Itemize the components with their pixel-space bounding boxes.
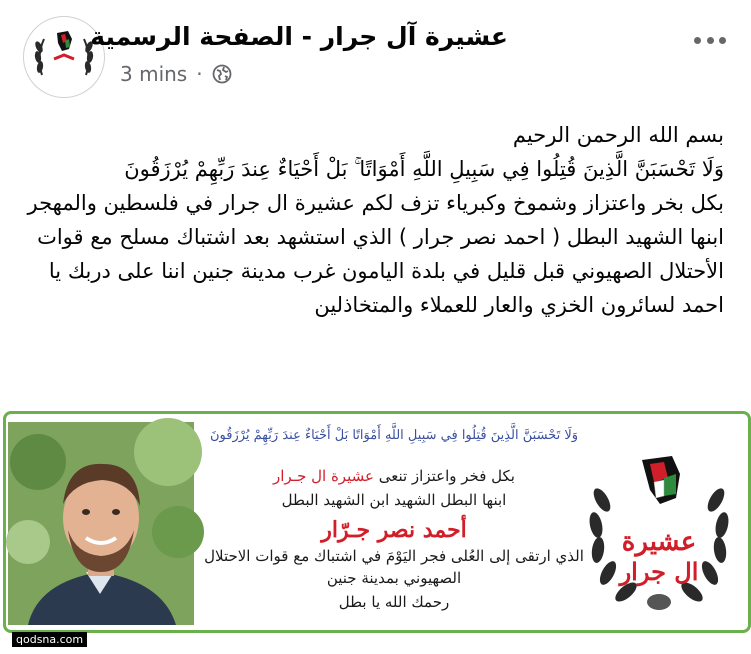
card-text: [202, 414, 586, 611]
portrait-image: [8, 422, 194, 625]
quran-verse: وَلَا تَحْسَبَنَّ الَّذِينَ قُتِلُوا فِي سَبِيلِ اللَّهِ أَمْوَاتًا ۚ بَلْ أَحْيَاءٌ عِندَ رَبِّهِمْ يُرْزَقُونَ: [124, 157, 724, 181]
page-title[interactable]: عشيرة آل جرار - الصفحة الرسمية: [90, 22, 508, 51]
laurel-wreath-icon: [584, 440, 734, 620]
more-options-button[interactable]: [694, 34, 726, 46]
card-line-2: ابنها البطل الشهيد ابن الشهيد البطل: [281, 491, 507, 509]
card-line-1: بكل فخر واعتزاز تنعى عشيرة ال جـرار: [272, 467, 515, 485]
logo-text-1: عشيرة: [621, 527, 697, 557]
card-line-4: الذي ارتقى إلى العُلى فجر اليَوْمَ في اشتباك مع قوات الاحتلال: [204, 547, 584, 565]
martyr-photo: [8, 422, 194, 625]
post-body: بكل بخر واعتزاز وشموخ وكبرياء تزف لكم عشيرة ال جرار في فلسطين والمهجر ابنها الشهيد البطل ( احمد نصر جرار ) الذي استشهد بعد اشتباك مسلح مع قوات الأحتلال الصهيوني قبل قليل في بلدة اليامون غرب مدينة جنين اننا على دربك يا احمد لسائرون الخزي والعار للعملاء والمتخاذلين: [27, 191, 724, 317]
card-line-5: الصهيوني بمدينة جنين: [326, 569, 462, 587]
logo-text-2: ال جرار: [619, 557, 699, 586]
post-text: [24, 118, 724, 322]
globe-icon[interactable]: [212, 64, 232, 84]
more-horizontal-icon: [694, 37, 701, 44]
meta-separator: ·: [196, 62, 203, 86]
watermark: qodsna.com: [12, 632, 87, 647]
card-line-6: رحمك الله يا بطل: [338, 593, 450, 611]
post-header: [0, 0, 750, 100]
condolence-image-card[interactable]: [3, 411, 751, 646]
clan-name-highlight: عشيرة ال جـرار: [272, 467, 374, 485]
post-timestamp[interactable]: 3 mins: [120, 62, 188, 86]
clan-logo: [584, 440, 734, 620]
basmala-line: بسم الله الرحمن الرحيم: [512, 123, 724, 147]
card-verse: وَلَا تَحْسَبَنَّ الَّذِينَ قُتِلُوا فِي سَبِيلِ اللَّهِ أَمْوَاتًا بَلْ أَحْيَاءٌ عِندَ رَبِّهِمْ يُرْزَقُونَ: [209, 428, 579, 443]
post-meta: [120, 62, 232, 86]
martyr-name: أحمد نصر جـرّار: [321, 517, 467, 543]
